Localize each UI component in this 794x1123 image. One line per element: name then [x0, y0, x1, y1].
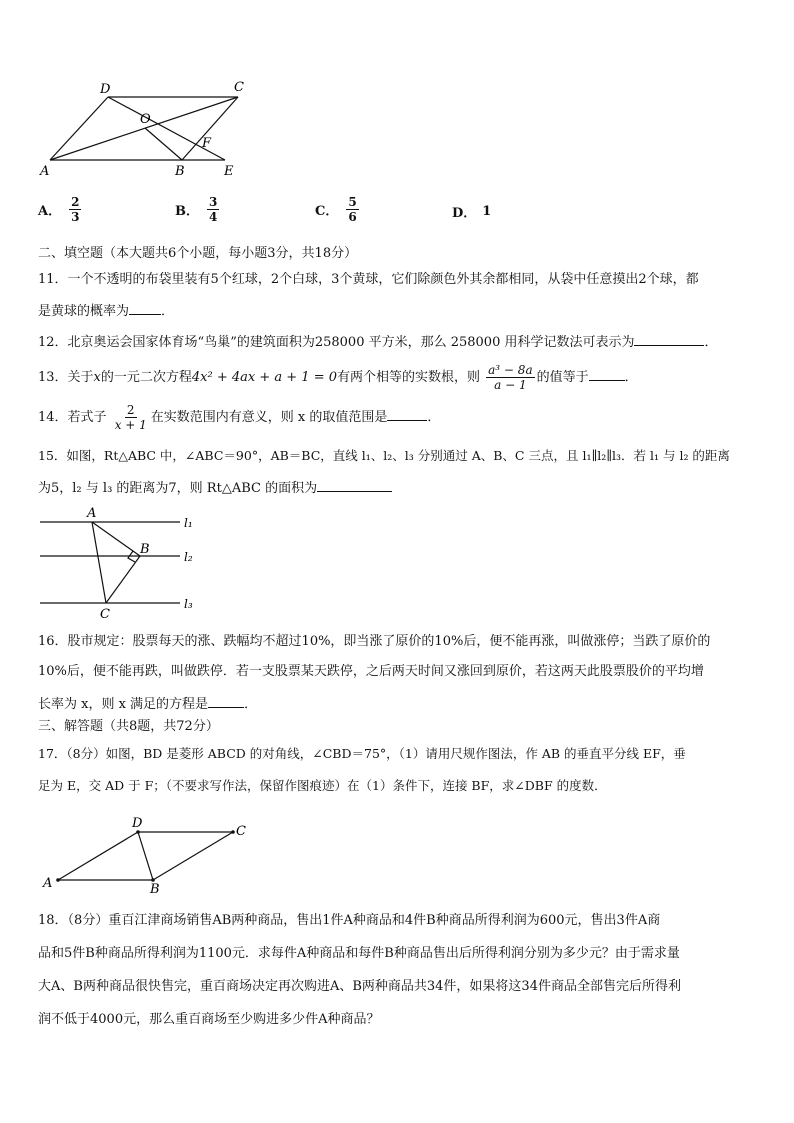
label-E: E [224, 164, 234, 179]
q17-line2: 足为 E，交 AD 于 F；（不要求写作法，保留作图痕迹）在（1）条件下，连接 BF，求∠DBF 的度数． [38, 778, 607, 793]
label-A: A [40, 164, 50, 179]
option-b-fraction: $\frac{3}{4}$ [209, 195, 218, 224]
option-b-label: B． [175, 204, 199, 219]
label-B: B [140, 542, 150, 557]
option-a-fraction: $\frac{2}{3}$ [71, 195, 80, 224]
q18-line4: 润不低于4000元，那么重百商场至少购进多少件A种商品？ [38, 1012, 380, 1027]
label-C: C [234, 80, 244, 95]
figure-parallel-lines [30, 505, 210, 620]
option-d-label: D． [452, 206, 477, 221]
option-c [315, 195, 361, 224]
option-b [175, 195, 221, 224]
q11-blank[interactable] [129, 300, 161, 315]
label-C: C [236, 824, 246, 839]
label-D: D [100, 82, 111, 97]
label-D: D [132, 816, 143, 831]
q14: 14．若式子 $\frac{2}{x + 1}$ 在实数范围内有意义，则 x 的取值范围是 ． [38, 403, 441, 432]
option-a [38, 195, 83, 224]
q16-line2: 10%后，便不能再跌，叫做跌停．若一支股票某天跌停，之后两天时间又涨回到原价，若这两天此股票股价的平均增 [38, 664, 704, 679]
q17-line1: 17．（8分）如图，BD 是菱形 ABCD 的对角线，∠CBD＝75°，（1）请用尺规作图法，作 AB 的垂直平分线 EF，垂 [38, 746, 686, 761]
q15-blank[interactable] [317, 477, 392, 492]
option-c-fraction: $\frac{5}{6}$ [348, 195, 357, 224]
label-l1: l₁ [184, 516, 193, 530]
option-c-label: C． [315, 204, 339, 219]
label-A: A [43, 876, 53, 891]
label-A: A [87, 506, 97, 521]
q16-line1: 16．股市规定：股票每天的涨、跌幅均不超过10%，即当涨了原价的10%后，便不能再涨，叫做涨停；当跌了原价的 [38, 634, 711, 649]
q11-line2: 是黄球的概率为 ． [38, 300, 758, 322]
q13: 13．关于x的一元二次方程4x² + 4ax + a + 1 = 0有两个相等的实数根，则 $\frac{\text{a³ − 8a}}{a - 1}$ 的值等于 ． [38, 363, 638, 392]
label-F: F [202, 136, 212, 151]
q15-line2: 为5，l₂ 与 l₃ 的距离为7，则 Rt△ABC 的面积为 [38, 477, 758, 499]
q18-line2: 品和5件B种商品所得利润为1100元．求每件A种商品和每件B种商品售出后所得利润分别为多少元？由于需求量 [38, 946, 680, 961]
section3-title: 三、解答题（共8题，共72分） [38, 719, 219, 734]
figure-rhombus [38, 815, 258, 895]
option-a-label: A． [38, 204, 62, 219]
q14-blank[interactable] [387, 406, 427, 421]
q15-line1: 15．如图，Rt△ABC 中，∠ABC＝90°，AB＝BC，直线 l₁、l₂、l₃ 分别通过 A、B、C 三点，且 l₁∥l₂∥l₃．若 l₁ 与 l₂ 的距离 [38, 448, 730, 463]
section2-title: 二、填空题（本大题共6个小题，每小题3分，共18分） [38, 246, 358, 261]
q18-line3: 大A、B两种商品很快售完，重百商场决定再次购进A、B两种商品共34件，如果将这34件商品全部售完后所得利 [38, 979, 681, 994]
q13-fraction: $\frac{\text{a³ − 8a}}{a - 1}$ [488, 363, 533, 392]
q12: 12．北京奥运会国家体育场“鸟巢”的建筑面积为258000 平方米，那么 258000 用科学记数法可表示为 ． [38, 331, 758, 353]
label-B: B [175, 164, 185, 179]
option-d-value: 1 [482, 204, 492, 219]
option-d [452, 202, 491, 221]
label-B: B [150, 882, 160, 895]
q16-blank[interactable] [208, 693, 244, 708]
q14-fraction: $\frac{2}{x + 1}$ [114, 403, 147, 432]
q16-line3: 长率为 x，则 x 满足的方程是 ． [38, 693, 758, 715]
q12-blank[interactable] [634, 331, 704, 346]
figure-parallelogram [30, 75, 260, 185]
label-C: C [100, 607, 110, 620]
label-O: O [140, 112, 151, 127]
q18-line1: 18．（8分）重百江津商场销售AB两种商品，售出1件A种商品和4件B种商品所得利润为600元，售出3件A商 [38, 913, 661, 928]
q11-line1: 11．一个不透明的布袋里装有5个红球，2个白球，3个黄球，它们除颜色外其余都相同，从袋中任意摸出2个球，都 [38, 272, 699, 287]
q13-blank[interactable] [589, 366, 625, 381]
label-l2: l₂ [184, 550, 193, 564]
label-l3: l₃ [184, 597, 193, 611]
